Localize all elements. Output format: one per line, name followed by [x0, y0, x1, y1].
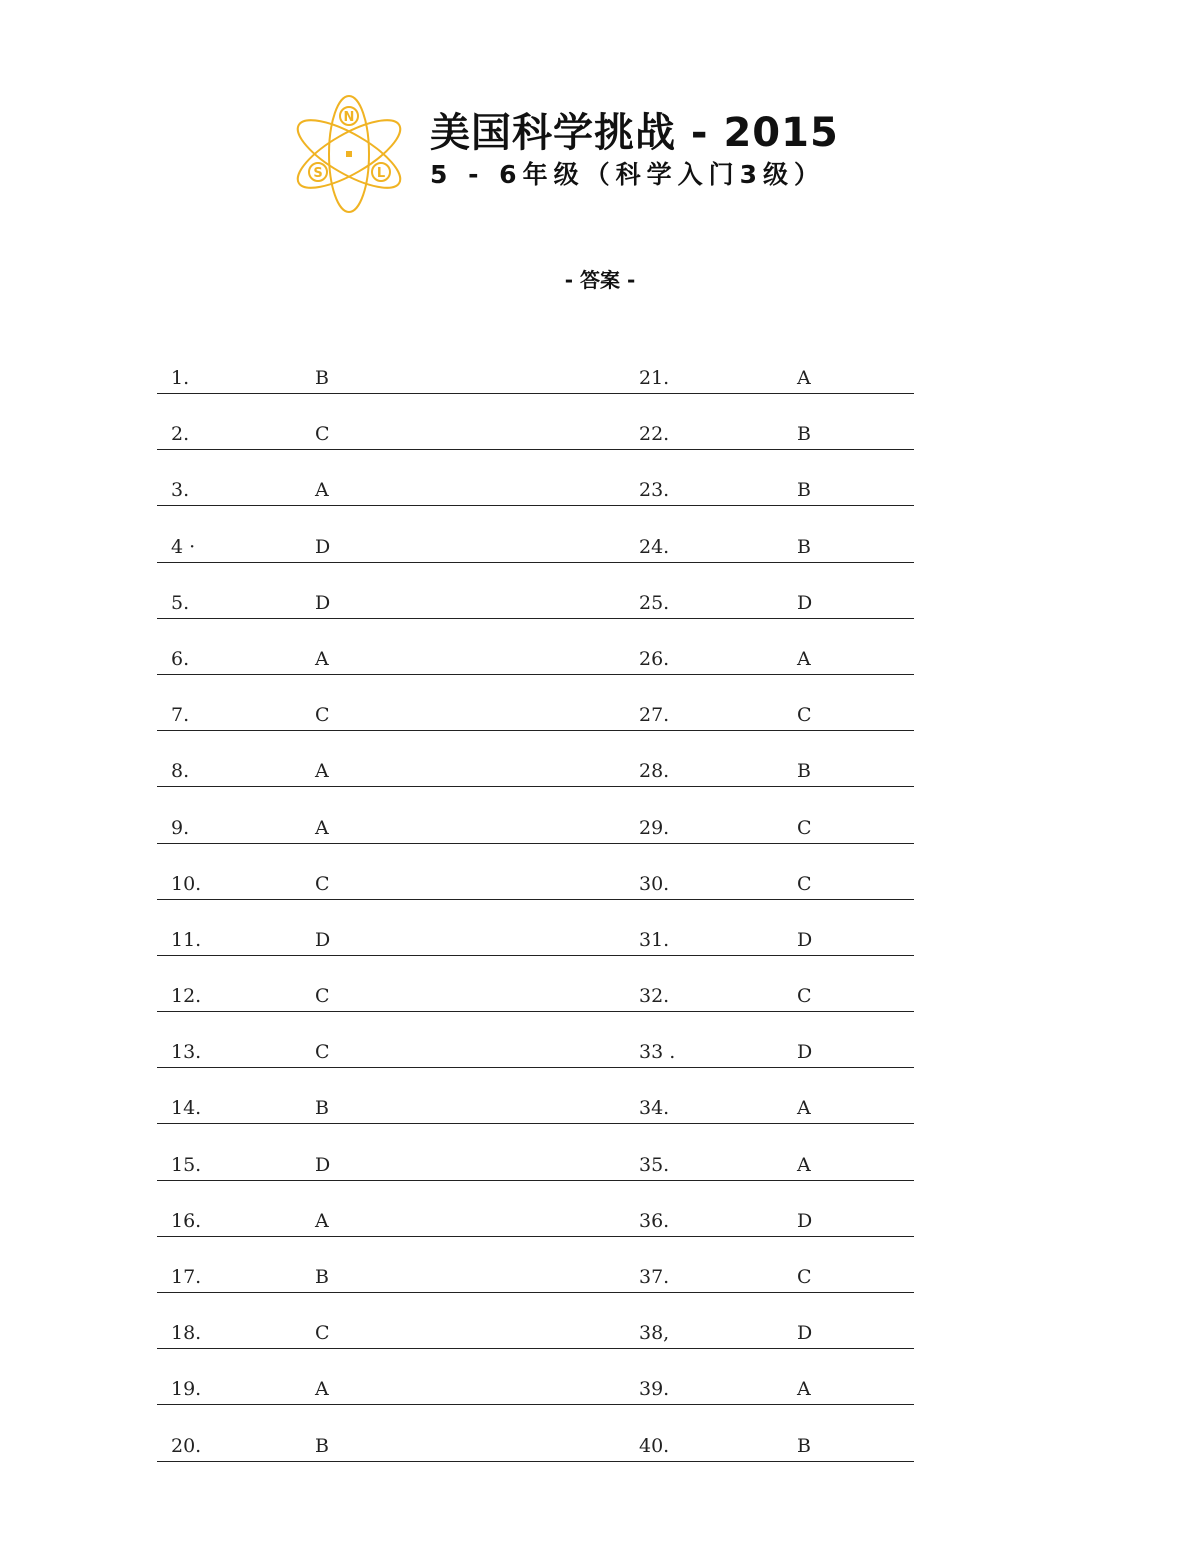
logo-letter-n: N: [343, 110, 355, 125]
answer-row: [157, 394, 914, 450]
answer-left: A: [315, 816, 329, 839]
answer-right: B: [797, 760, 811, 783]
question-number-right: 33 .: [639, 1041, 676, 1064]
answer-right: A: [797, 1153, 811, 1176]
answer-right: C: [797, 985, 812, 1008]
answer-left: C: [315, 985, 330, 1008]
question-number-left: 16.: [171, 1209, 202, 1232]
answer-right: B: [797, 423, 811, 446]
answer-left: C: [315, 872, 330, 895]
answer-row: [157, 787, 914, 843]
answer-right: A: [797, 1097, 811, 1120]
question-number-left: 7.: [171, 704, 190, 727]
answer-right: D: [797, 591, 813, 614]
question-number-right: 29.: [639, 816, 670, 839]
answer-row: [157, 360, 914, 394]
page-subtitle: 5 - 6年级（科学入门3级）: [430, 160, 825, 189]
answer-left: A: [315, 479, 329, 502]
answer-row: [157, 1068, 914, 1124]
answer-row: [157, 1293, 914, 1349]
question-number-left: 18.: [171, 1322, 202, 1345]
question-number-left: 6.: [171, 647, 190, 670]
answer-right: C: [797, 704, 812, 727]
question-number-left: 15.: [171, 1153, 202, 1176]
answer-right: C: [797, 872, 812, 895]
answer-row: [157, 844, 914, 900]
answer-row: [157, 675, 914, 731]
answer-row: [157, 506, 914, 562]
answer-right: A: [797, 647, 811, 670]
question-number-left: 9.: [171, 816, 190, 839]
answer-row: [157, 956, 914, 1012]
answer-left: C: [315, 704, 330, 727]
answer-right: D: [797, 1209, 813, 1232]
question-number-right: 39.: [639, 1378, 670, 1401]
answer-right: C: [797, 816, 812, 839]
answer-left: D: [315, 535, 331, 558]
question-number-left: 19.: [171, 1378, 202, 1401]
answer-right: D: [797, 928, 813, 951]
logo-letter-l: L: [376, 166, 386, 181]
question-number-right: 21.: [639, 367, 670, 389]
answer-right: D: [797, 1322, 813, 1345]
question-number-left: 3.: [171, 479, 190, 502]
answer-left: C: [315, 1322, 330, 1345]
question-number-left: 11.: [171, 928, 202, 951]
question-number-left: 8.: [171, 760, 190, 783]
question-number-right: 30.: [639, 872, 670, 895]
question-number-right: 22.: [639, 423, 670, 446]
answer-row: [157, 1012, 914, 1068]
answer-table: [157, 360, 914, 1462]
answer-left: A: [315, 647, 329, 670]
answer-right: B: [797, 479, 811, 502]
answer-left: C: [315, 423, 330, 446]
header-titles: [430, 110, 839, 190]
answer-row: [157, 563, 914, 619]
page-title: 美国科学挑战 - 2015: [430, 110, 839, 156]
question-number-left: 13.: [171, 1041, 202, 1064]
answer-right: D: [797, 1041, 813, 1064]
answer-left: B: [315, 1266, 329, 1288]
answer-right: A: [797, 1378, 811, 1401]
answer-right: A: [797, 367, 811, 389]
answer-right: C: [797, 1266, 812, 1288]
question-number-left: 10.: [171, 872, 202, 895]
question-number-right: 36.: [639, 1209, 670, 1232]
question-number-right: 23.: [639, 479, 670, 502]
answer-left: D: [315, 1153, 331, 1176]
answer-right: B: [797, 535, 811, 558]
answer-right: B: [797, 1434, 811, 1457]
question-number-left: 5.: [171, 591, 190, 614]
question-number-right: 25.: [639, 591, 670, 614]
question-number-right: 38,: [639, 1322, 670, 1345]
question-number-left: 12.: [171, 985, 202, 1008]
answer-left: A: [315, 1378, 329, 1401]
answer-row: [157, 731, 914, 787]
answer-row: [157, 1405, 914, 1461]
answer-left: D: [315, 591, 331, 614]
question-number-right: 35.: [639, 1153, 670, 1176]
question-number-right: 32.: [639, 985, 670, 1008]
answer-left: A: [315, 760, 329, 783]
answer-row: [157, 1124, 914, 1180]
question-number-right: 24.: [639, 535, 670, 558]
answer-left: B: [315, 1434, 329, 1457]
question-number-left: 17.: [171, 1266, 202, 1288]
question-number-left: 2.: [171, 423, 190, 446]
answer-row: [157, 1349, 914, 1405]
logo-letter-s: S: [313, 166, 323, 181]
answer-row: [157, 1181, 914, 1237]
answer-row: [157, 619, 914, 675]
answer-row: [157, 900, 914, 956]
question-number-right: 28.: [639, 760, 670, 783]
question-number-right: 31.: [639, 928, 670, 951]
question-number-left: 14.: [171, 1097, 202, 1120]
question-number-right: 40.: [639, 1434, 670, 1457]
atom-logo-graphic: [290, 92, 408, 216]
nsl-atom-logo: [290, 92, 408, 216]
answer-left: B: [315, 367, 329, 389]
question-number-left: 20.: [171, 1434, 202, 1457]
answer-left: D: [315, 928, 331, 951]
page-header: [290, 92, 910, 222]
question-number-left: 1.: [171, 367, 190, 389]
question-number-right: 27.: [639, 704, 670, 727]
answer-left: B: [315, 1097, 329, 1120]
question-number-right: 37.: [639, 1266, 670, 1288]
answer-left: C: [315, 1041, 330, 1064]
answer-row: [157, 1237, 914, 1293]
answer-row: [157, 450, 914, 506]
answer-left: A: [315, 1209, 329, 1232]
question-number-right: 26.: [639, 647, 670, 670]
logo-nucleus: [346, 151, 352, 157]
question-number-left: 4 ·: [171, 535, 196, 558]
answer-heading: - 答案 -: [564, 268, 636, 292]
question-number-right: 34.: [639, 1097, 670, 1120]
